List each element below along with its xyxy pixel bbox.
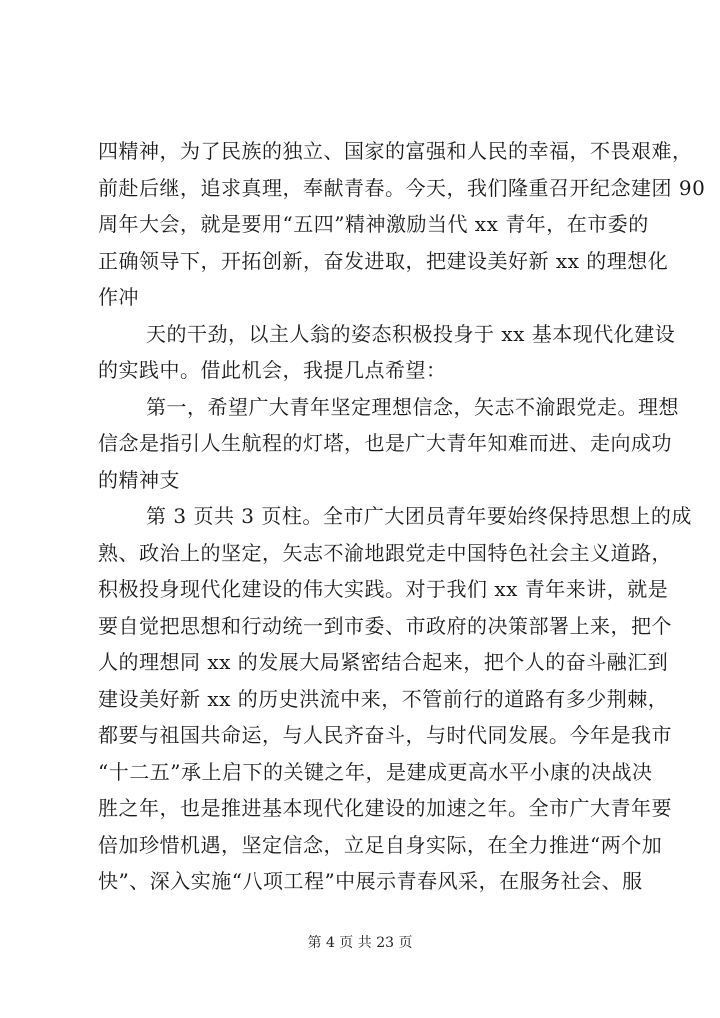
text-line: 作冲	[98, 285, 139, 309]
text-line: 倍加珍惜机遇，坚定信念，立足自身实际，在全力推进“两个加	[98, 832, 663, 857]
text-line: 快”、深入实施“八项工程”中展示青春风采，在服务社会、服	[98, 869, 643, 893]
text-line: 四精神，为了民族的独立、国家的富强和人民的幸福，不畏艰难，	[98, 139, 693, 163]
text-line: 天的干劲，以主人翁的姿态积极投身于 xx 基本现代化建设	[146, 321, 676, 346]
text-line: 第 3 页共 3 页柱。全市广大团员青年要始终保持思想上的成	[146, 504, 692, 528]
text-line: 要自觉把思想和行动统一到市委、市政府的决策部署上来，把个	[98, 613, 672, 638]
text-line: 的精神支	[98, 467, 180, 492]
text-line: 人的理想同 xx 的发展大局紧密结合起来，把个人的奋斗融汇到	[98, 650, 669, 674]
text-line: 建设美好新 xx 的历史洪流中来，不管前行的道路有多少荆棘，	[98, 686, 669, 711]
text-line: 第一，希望广大青年坚定理想信念，矢志不渝跟党走。理想	[146, 394, 679, 419]
text-line: 正确领导下，开拓创新，奋发进取，把建设美好新 xx 的理想化	[98, 248, 669, 273]
text-line: 周年大会，就是要用“五四”精神激励当代 xx 青年，在市委的	[98, 212, 649, 236]
text-line: 积极投身现代化建设的伟大实践。对于我们 xx 青年来讲，就是	[98, 577, 669, 601]
text-line: 熟、政治上的坚定，矢志不渝地跟党走中国特色社会主义道路，	[98, 540, 672, 565]
page-footer: 第 4 页 共 23 页	[307, 935, 413, 951]
text-line: 都要与祖国共命运，与人民齐奋斗，与时代同发展。今年是我市	[98, 723, 672, 747]
text-line: “十二五”承上启下的关键之年，是建成更高水平小康的决战决	[98, 759, 653, 784]
text-line: 的实践中。借此机会，我提几点希望：	[98, 358, 447, 382]
text-line: 前赴后继，追求真理，奉献青春。今天，我们隆重召开纪念建团 90	[98, 175, 706, 200]
text-line: 信念是指引人生航程的灯塔，也是广大青年知难而进、走向成功	[98, 431, 672, 455]
text-line: 胜之年，也是推进基本现代化建设的加速之年。全市广大青年要	[98, 796, 672, 820]
